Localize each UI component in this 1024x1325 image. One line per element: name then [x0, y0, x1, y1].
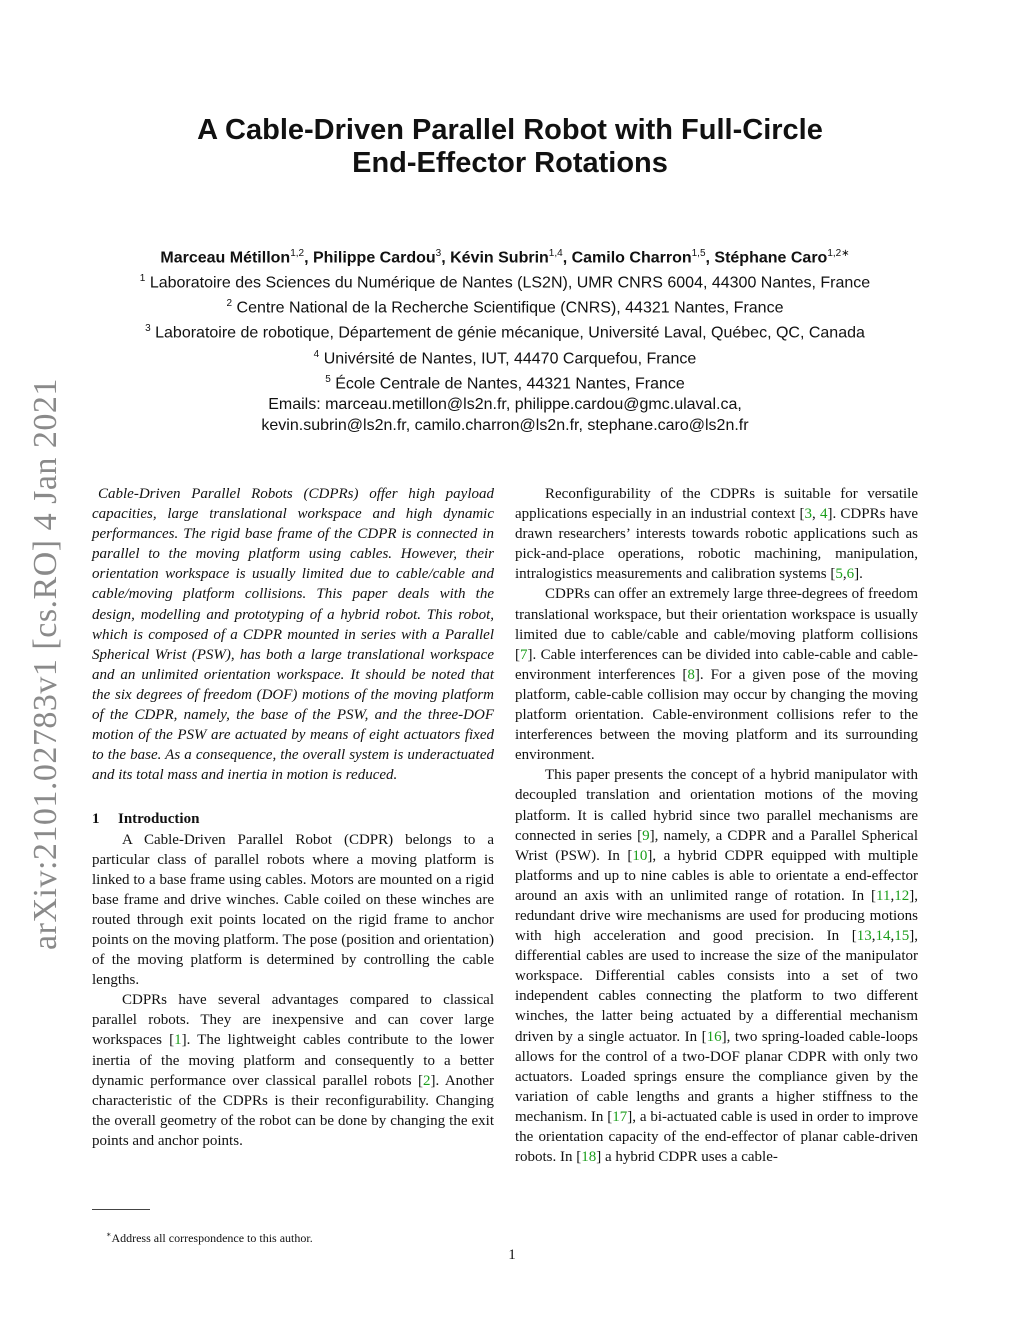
- section-title: Introduction: [118, 811, 200, 828]
- text-run: ], two spring-loaded cable-loops allows for the control of a two-DOF planar CDPR with only two actuators. Loaded springs ensure the compliance given by the variation of cable lengths and grants a higher stiffness to the mechanism. In [: [515, 1028, 918, 1125]
- affiliation-text: Laboratoire des Sciences du Numérique de Nantes (LS2N), UMR CNRS 6004, 44300 Nantes, France: [149, 274, 871, 292]
- text-run: ]. For a given pose of the moving platform, cable-cable collision may occur by changing the moving platform orientation. Cable-environment collisions refer to the interferences between the moving platform and its surrounding environment.: [515, 666, 918, 764]
- citation-link[interactable]: 10: [632, 847, 648, 864]
- author-affil-mark: 1,5: [691, 248, 706, 259]
- citation-link[interactable]: 6: [846, 566, 855, 583]
- text-run: ].: [854, 566, 863, 583]
- affiliation-text: Univérsité de Nantes, IUT, 44470 Carquefou, France: [323, 349, 697, 367]
- paper-title: [120, 114, 900, 180]
- citation-link[interactable]: 15: [894, 928, 910, 945]
- section-number: 1: [92, 811, 100, 828]
- affiliation-text: Laboratoire de robotique, Département de génie mécanique, Université Laval, Québec, QC, Canada: [155, 324, 865, 342]
- text-run: CDPRs can offer an extremely large three-degrees of freedom translational workspace, but their orientation workspace is usually limited due to cable/cable and cable/moving platform collisions [: [515, 586, 918, 663]
- text-run: ], a bi-actuated cable is used in order to improve the orientation capacity of the end-effector of planar cable-driven robots. In [: [515, 1108, 918, 1166]
- author-affil-mark: 1,2∗: [827, 248, 850, 259]
- citation-link[interactable]: 11: [876, 887, 891, 904]
- footnote: [106, 1227, 313, 1246]
- paragraph: [515, 484, 918, 584]
- paragraph: [515, 765, 918, 1167]
- affiliation: [100, 269, 910, 294]
- text-run: ], a hybrid CDPR equipped with multiple platforms and up to nine cables is able to orientate a end-effector around an axis with an unlimited range of rotation. In [: [515, 847, 918, 904]
- paragraph: [92, 990, 494, 1151]
- citation-link[interactable]: 8: [687, 666, 695, 683]
- citation-link[interactable]: 4: [819, 506, 828, 523]
- citation-link[interactable]: 2: [422, 1072, 431, 1089]
- emails-line-1: Emails: marceau.metillon@ls2n.fr, philippe.cardou@gmc.ulaval.ca,: [268, 395, 742, 413]
- text-run: ,: [890, 928, 895, 945]
- author-name: Philippe Cardou: [312, 249, 436, 267]
- footnote-text: Address all correspondence to this author.: [111, 1231, 313, 1245]
- arxiv-sidebar: [24, 370, 68, 958]
- citation-link[interactable]: 13: [856, 928, 872, 945]
- author-names: Marceau Métillon$^{1,2}$, Philippe Cardou$^3$, Kévin Subrin$^{1,4}$, Camilo Charron$^{1,5}$, Stéphane Caro$^{1,2∗}$: [160, 248, 850, 267]
- page-number: 1: [508, 1247, 516, 1263]
- right-column: [515, 484, 918, 1167]
- affiliation-mark: 4: [313, 348, 320, 360]
- author-name: Kévin Subrin: [450, 249, 549, 267]
- affiliation: [100, 319, 910, 344]
- affiliation: [100, 370, 910, 395]
- abstract: Cable-Driven Parallel Robots (CDPRs) offer high payload capacities, large translational workspace and high dynamic performances. The rigid base frame of the CDPR is connected in parallel to the moving platform using cables. However, their orientation workspace is usually limited due to cable/cable and cable/moving platform collisions. This paper deals with the design, modelling and prototyping of a hybrid robot. This robot, which is composed of a CDPR mounted in series with a Parallel Spherical Wrist (PSW), has both a large translational workspace and an unlimited orientation workspace. It should be noted that the six degrees of freedom (DOF) motions of the moving platform of the CDPR, namely, the base of the PSW, and the three-DOF motion of the PSW are actuated by means of eight actuators fixed to the base. As a consequence, the overall system is underactuated and its total mass and inertia in motion is reduced.: [92, 486, 494, 784]
- author-affil-mark: 1,4: [548, 248, 563, 259]
- text-run: ]. Cable interferences can be divided into cable-cable and cable-environment interferences [: [515, 646, 918, 683]
- citation-link[interactable]: 9: [642, 827, 650, 844]
- text-run: CDPRs have several advantages compared to classical parallel robots. They are inexpensive and can cover large workspaces [: [92, 992, 494, 1049]
- affiliation: [100, 345, 910, 370]
- text-run: ,: [871, 928, 876, 945]
- footnote-divider: [92, 1209, 150, 1210]
- text-run: Reconfigurability of the CDPRs is suitable for versatile applications especially in an industrial context [: [515, 486, 918, 523]
- text-run: ]. CDPRs have drawn researchers’ interests towards robotic applications such as pick-and-place operations, robotic machining, manipulation, intralogistics measurements and calibration systems [: [515, 506, 918, 583]
- citation-link[interactable]: 12: [894, 887, 910, 904]
- affiliation-mark: 1: [139, 273, 146, 285]
- footnote-mark: ∗: [106, 1230, 112, 1239]
- text-run: ,: [842, 566, 847, 583]
- citation-link[interactable]: 18: [581, 1149, 597, 1166]
- affiliation: [100, 294, 910, 319]
- affiliation-mark: 5: [325, 373, 331, 385]
- emails-line-2: kevin.subrin@ls2n.fr, camilo.charron@ls2n.fr, stephane.caro@ls2n.fr: [261, 416, 749, 434]
- author-name: Marceau Métillon: [160, 249, 291, 267]
- citation-link[interactable]: 5: [835, 566, 843, 583]
- arxiv-identifier: arXiv:2101.02783v1 [cs.RO] 4 Jan 2021: [27, 378, 64, 950]
- left-column: [92, 484, 494, 1151]
- author-affil-mark: 3: [435, 248, 442, 259]
- affiliation-mark: 3: [145, 323, 151, 335]
- citation-link[interactable]: 16: [706, 1028, 722, 1045]
- section-heading: [92, 809, 494, 829]
- text-run: ], redundant drive wire mechanisms are used for producing motions with high acceleration and good precision. In [: [515, 887, 918, 945]
- affiliation-text: École Centrale de Nantes, 44321 Nantes, France: [335, 374, 685, 392]
- title-line-2: End-Effector Rotations: [352, 147, 668, 179]
- text-run: ] a hybrid CDPR uses a cable-: [596, 1149, 778, 1166]
- citation-link[interactable]: 3: [804, 506, 812, 523]
- citation-link[interactable]: 7: [520, 646, 528, 663]
- text-run: This paper presents the concept of a hybrid manipulator with decoupled translation and orientation motions of the moving platform. It is called hybrid since two parallel mechanisms are connected in series [: [515, 767, 918, 844]
- text-run: ], differential cables are used to increase the size of the manipulator workspace. Differential cables consists into a set of two independent cables connecting the platform to two different winches, the latter being actuated by a differential mechanism driven by a single actuator. In [: [515, 928, 918, 1045]
- text-run: ]. Another characteristic of the CDPRs is their reconfigurability. Changing the overall geometry of the robot can be done by changing the exit points and anchor points.: [92, 1072, 494, 1149]
- title-line-1: A Cable-Driven Parallel Robot with Full-Circle: [197, 114, 823, 146]
- affiliation-text: Centre National de la Recherche Scientifique (CNRS), 44321 Nantes, France: [236, 299, 784, 317]
- text-run: ,: [890, 887, 895, 904]
- text-run: ,: [811, 506, 820, 523]
- text-run: ]. The lightweight cables contribute to the lower inertia of the moving platform and consequently to a better dynamic performance over classical parallel robots [: [92, 1032, 494, 1089]
- paragraph: A Cable-Driven Parallel Robot (CDPR) belongs to a particular class of parallel robots where a moving platform is linked to a base frame using cables. Motors are mounted on a rigid base frame and drive winches. Cable coiled on these winches are routed through exit points located on the rigid frame to anchor points on the moving platform. The pose (position and orientation) of the moving platform is determined by controlling the cable lengths.: [92, 831, 494, 989]
- affiliation-mark: 2: [226, 298, 233, 310]
- citation-link[interactable]: 14: [875, 928, 891, 945]
- paragraph: [515, 584, 918, 765]
- author-name: Camilo Charron: [571, 249, 692, 267]
- citation-link[interactable]: 1: [174, 1032, 182, 1049]
- author-block: [100, 244, 910, 436]
- citation-link[interactable]: 17: [612, 1108, 628, 1125]
- author-name: Stéphane Caro: [714, 249, 828, 267]
- text-run: ], namely, a CDPR and a Parallel Spherical Wrist (PSW). In [: [515, 827, 918, 864]
- author-affil-mark: 1,2: [290, 248, 305, 259]
